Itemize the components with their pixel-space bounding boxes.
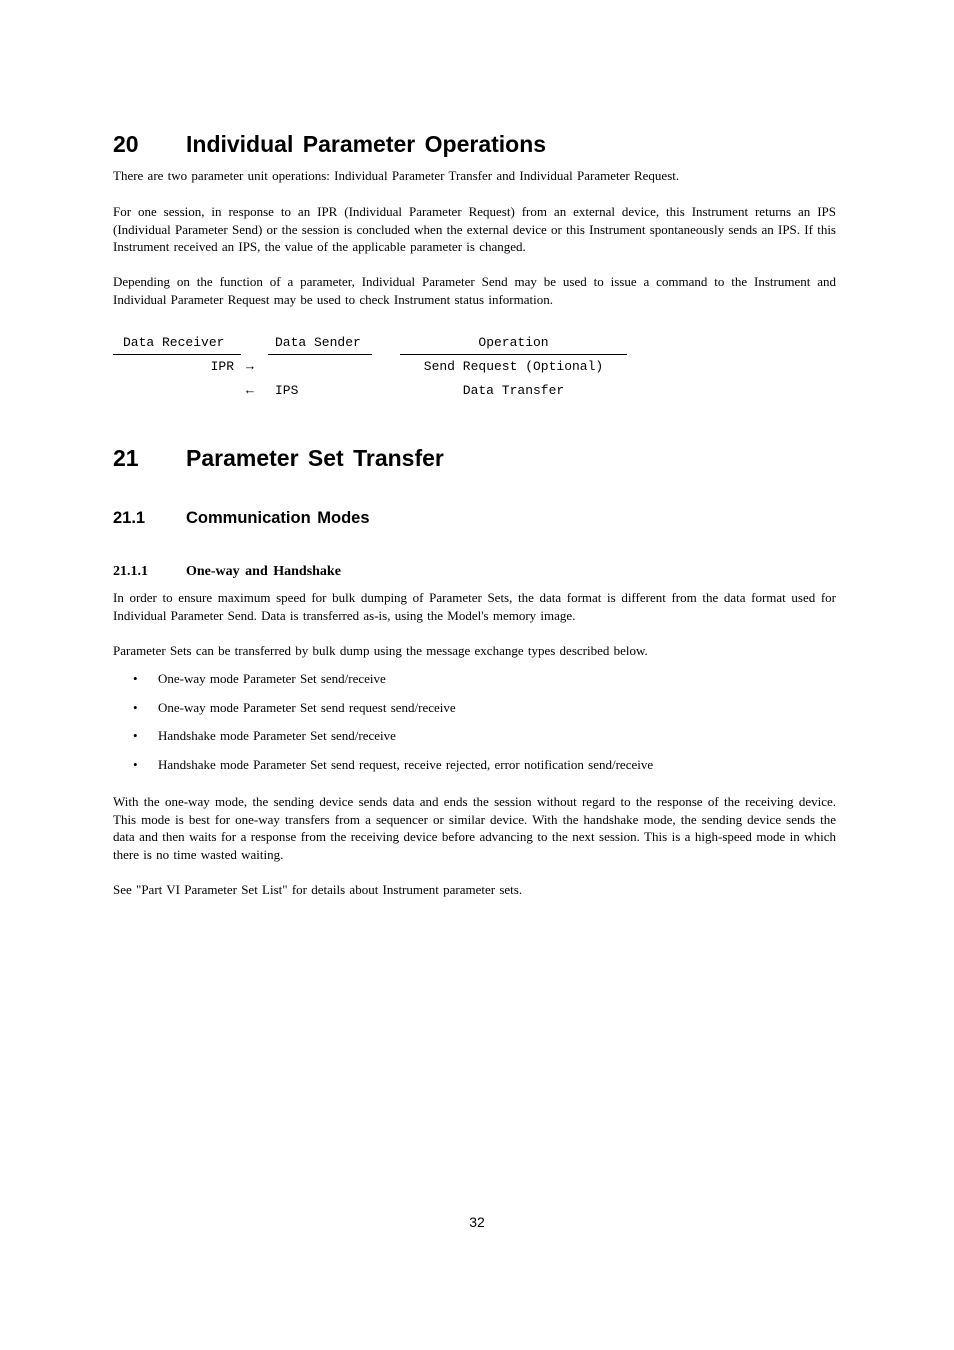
exchange-types-list	[113, 670, 836, 785]
header-data-sender: Data Sender	[275, 335, 361, 350]
arrow-left-icon: ←	[246, 383, 254, 398]
row-2-sender: IPS	[275, 383, 299, 398]
subsection-title: Communication Modes	[186, 509, 370, 527]
row-2-operation: Data Transfer	[462, 383, 565, 398]
section-21-heading	[113, 445, 444, 471]
bullet-icon: •	[133, 728, 138, 744]
page-number: 32	[469, 1214, 485, 1230]
header-data-receiver: Data Receiver	[123, 335, 225, 350]
list-item-text: One-way mode Parameter Set send/receive	[158, 671, 386, 686]
list-item	[113, 756, 836, 785]
section-20-paragraph-2: For one session, in response to an IPR (Individual Parameter Request) from an external device, this Instrument returns an IPS (Individual Parameter Send) or the session is concluded when the external device or this Instrument spontaneously sends an IPS. If this Instrument received an IPS, the value of the applicable parameter is changed.	[113, 204, 836, 255]
section-21-paragraph-1: In order to ensure maximum speed for bulk dumping of Parameter Sets, the data format is different from the data format used for Individual Parameter Send. Data is transferred as-is, using the Model's memory image.	[113, 590, 836, 623]
bullet-icon: •	[133, 671, 138, 686]
section-21-paragraph-3: With the one-way mode, the sending device sends data and ends the session without regard to the response of the receiving device. This mode is best for one-way transfers from a sequencer or similar device. With the handshake mode, the sending device sends the data and then waits for a response from the receiving device before advancing to the next session. This is a high-speed mode in which there is no time wasted waiting.	[113, 794, 836, 862]
subsection-21-1-heading	[113, 508, 370, 528]
row-1-operation: Send Request (Optional)	[423, 359, 604, 374]
subsubsection-21-1-1-heading	[113, 563, 341, 581]
section-21-paragraph-2: Parameter Sets can be transferred by bulk dump using the message exchange types described below.	[113, 643, 648, 658]
list-item-text: One-way mode Parameter Set send request send/receive	[158, 699, 456, 715]
list-item	[113, 699, 836, 728]
section-number: 20	[113, 131, 139, 157]
list-item	[113, 727, 836, 756]
arrow-right-icon: →	[246, 359, 254, 374]
section-title: Individual Parameter Operations	[186, 131, 547, 157]
subsection-number: 21.1	[113, 509, 146, 527]
list-item-text: Handshake mode Parameter Set send/receive	[158, 728, 396, 744]
list-item	[113, 670, 836, 699]
bullet-icon: •	[133, 757, 138, 773]
subsubsection-number: 21.1.1	[113, 564, 148, 579]
header-rule-operation	[400, 354, 627, 355]
section-20-heading	[113, 131, 546, 157]
row-1-receiver: IPR	[210, 359, 234, 374]
header-rule-sender	[268, 354, 372, 355]
list-item-text: Handshake mode Parameter Set send request, receive rejected, error notification send/receive	[158, 757, 654, 773]
section-20-paragraph-1: There are two parameter unit operations: Individual Parameter Transfer and Individual Parameter Request.	[113, 168, 680, 183]
subsubsection-title: One-way and Handshake	[186, 564, 341, 579]
bullet-icon: •	[133, 699, 138, 715]
header-rule-receiver	[113, 354, 241, 355]
section-number: 21	[113, 445, 139, 471]
section-21-paragraph-4: See "Part VI Parameter Set List" for details about Instrument parameter sets.	[113, 882, 523, 897]
section-20-paragraph-3: Depending on the function of a parameter, Individual Parameter Send may be used to issue a command to the Instrument and Individual Parameter Request may be used to check Instrument status information.	[113, 274, 836, 307]
section-title: Parameter Set Transfer	[186, 445, 444, 471]
header-operation: Operation	[478, 335, 549, 350]
